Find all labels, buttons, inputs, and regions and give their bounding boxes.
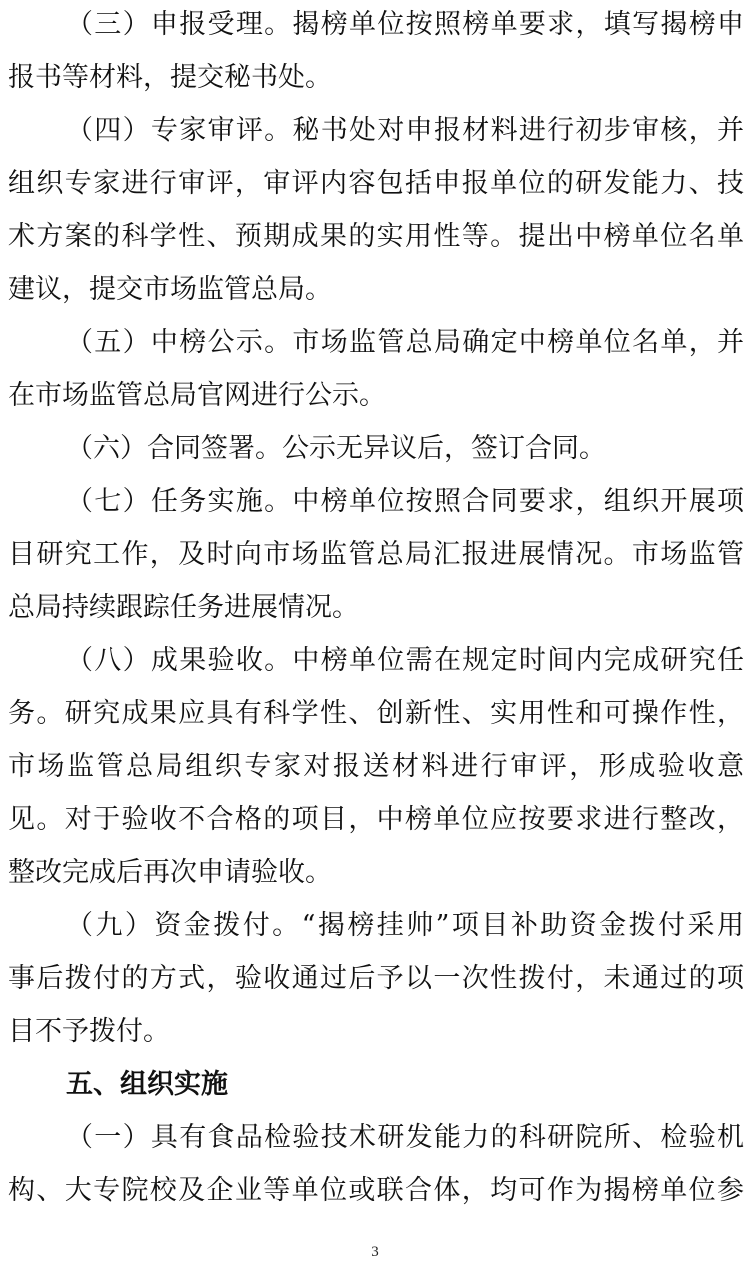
paragraph-line: （六）合同签署。公示无异议后，签订合同。 [66,433,606,464]
paragraph-line: 组织专家进行审评，审评内容包括申报单位的研发能力、技 [8,168,744,199]
paragraph-line: 务。研究成果应具有科学性、创新性、实用性和可操作性， [8,698,744,729]
paragraph-line: 构、大专院校及企业等单位或联合体，均可作为揭榜单位参 [8,1175,744,1206]
paragraph-line: （七）任务实施。中榜单位按照合同要求，组织开展项 [66,486,744,517]
paragraph-line: 报书等材料，提交秘书处。 [8,62,332,93]
paragraph-line: （五）中榜公示。市场监管总局确定中榜单位名单，并 [66,327,744,358]
paragraph-line: 总局持续跟踪任务进展情况。 [8,592,359,623]
section-heading: 五、组织实施 [66,1069,228,1100]
paragraph-line: 建议，提交市场监管总局。 [8,274,332,305]
paragraph-line: 事后拨付的方式，验收通过后予以一次性拨付，未通过的项 [8,963,744,994]
page-number: 3 [371,1244,379,1260]
paragraph-line: 术方案的科学性、预期成果的实用性等。提出中榜单位名单 [8,221,744,252]
paragraph-line: 在市场监管总局官网进行公示。 [8,380,386,411]
paragraph-line: （九）资金拨付。“揭榜挂帅”项目补助资金拨付采用 [66,910,744,941]
paragraph-line: （八）成果验收。中榜单位需在规定时间内完成研究任 [66,645,744,676]
paragraph-line: 见。对于验收不合格的项目，中榜单位应按要求进行整改， [8,804,744,835]
paragraph-line: 目研究工作，及时向市场监管总局汇报进展情况。市场监管 [8,539,744,570]
paragraph-line: 市场监管总局组织专家对报送材料进行审评，形成验收意 [8,751,744,782]
paragraph-line: 整改完成后再次申请验收。 [8,857,332,888]
paragraph-line: （四）专家审评。秘书处对申报材料进行初步审核，并 [66,115,744,146]
paragraph-line: 目不予拨付。 [8,1016,170,1047]
paragraph-line: （一）具有食品检验技术研发能力的科研院所、检验机 [66,1122,744,1153]
paragraph-line: （三）申报受理。揭榜单位按照榜单要求，填写揭榜申 [66,9,744,40]
